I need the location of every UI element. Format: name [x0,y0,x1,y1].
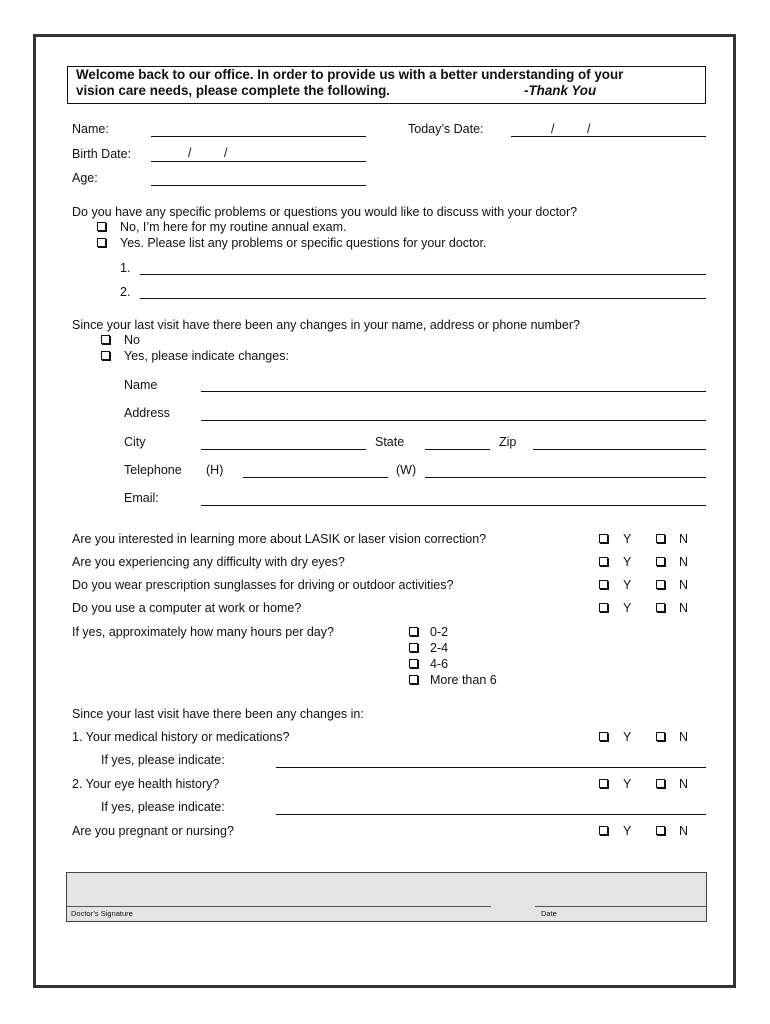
problem-item-2-label: 2. [120,285,131,299]
signature-box [66,872,707,922]
change-state-field[interactable] [425,449,490,450]
todays-date-field[interactable] [511,136,706,137]
hours-0-2-checkbox[interactable] [409,627,418,636]
pregnant-yes-label: Y [623,824,632,838]
name-label: Name: [72,122,109,136]
pregnant-question: Are you pregnant or nursing? [72,824,234,838]
eye-health-yes-label: Y [623,777,632,791]
eye-health-yes-checkbox[interactable] [599,779,608,788]
dry-eyes-yes-label: Y [623,555,632,569]
hours-4-6-label: 4-6 [430,657,449,671]
change-name-field[interactable] [201,391,706,392]
eye-health-no-label: N [679,777,689,791]
changes-yes-checkbox[interactable] [101,351,110,360]
change-name-label: Name [124,378,158,392]
medical-history-question: 1. Your medical history or medications? [72,730,290,744]
lasik-yes-label: Y [623,532,632,546]
birth-date-label: Birth Date: [72,147,132,161]
changes-no-checkbox[interactable] [101,335,110,344]
hours-more-than-6-label: More than 6 [430,673,497,687]
page-border [33,34,736,988]
sunglasses-yes-label: Y [623,578,632,592]
problem-item-1-label: 1. [120,261,131,275]
lasik-yes-checkbox[interactable] [599,534,608,543]
hours-0-2-label: 0-2 [430,625,449,639]
eye-health-indicate-field[interactable] [276,814,706,815]
pregnant-no-checkbox[interactable] [656,826,665,835]
change-city-field[interactable] [201,449,366,450]
eye-health-indicate-label: If yes, please indicate: [101,800,225,814]
problems-yes-checkbox[interactable] [97,238,106,247]
problems-yes-label: Yes. Please list any problems or specific questions for your doctor. [120,236,487,250]
change-city-label: City [124,435,146,449]
problem-item-1-field[interactable] [140,274,706,275]
eye-health-no-checkbox[interactable] [656,779,665,788]
computer-yes-checkbox[interactable] [599,603,608,612]
hours-question: If yes, approximately how many hours per day? [72,625,334,639]
medical-no-checkbox[interactable] [656,732,665,741]
age-field[interactable] [151,185,366,186]
signature-date-line[interactable] [535,906,706,907]
telephone-home-field[interactable] [243,477,388,478]
medical-indicate-field[interactable] [276,767,706,768]
intro-thanks: -Thank You [524,83,597,98]
pregnant-no-label: N [679,824,689,838]
name-field[interactable] [151,136,366,137]
change-telephone-label: Telephone [124,463,182,477]
eye-health-question: 2. Your eye health history? [72,777,220,791]
pregnant-yes-checkbox[interactable] [599,826,608,835]
computer-no-checkbox[interactable] [656,603,665,612]
question-lasik: Are you interested in learning more about LASIK or laser vision correction? [72,532,487,546]
computer-no-label: N [679,601,689,615]
signature-date-label: Date [541,909,557,918]
medical-yes-label: Y [623,730,632,744]
change-email-field[interactable] [201,505,706,506]
change-address-label: Address [124,406,170,420]
hours-4-6-checkbox[interactable] [409,659,418,668]
medical-yes-checkbox[interactable] [599,732,608,741]
problems-no-checkbox[interactable] [97,222,106,231]
question-computer: Do you use a computer at work or home? [72,601,302,615]
todays-date-sep-1: / [551,122,555,136]
intro-box [67,66,706,104]
change-address-field[interactable] [201,420,706,421]
sunglasses-yes-checkbox[interactable] [599,580,608,589]
doctor-signature-line[interactable] [67,906,491,907]
doctor-signature-label: Doctor’s Signature [71,909,133,918]
telephone-work-label: (W) [396,463,417,477]
change-zip-field[interactable] [533,449,706,450]
dry-eyes-no-checkbox[interactable] [656,557,665,566]
lasik-no-checkbox[interactable] [656,534,665,543]
age-label: Age: [72,171,98,185]
problem-item-2-field[interactable] [140,298,706,299]
telephone-home-label: (H) [206,463,224,477]
changes-question: Since your last visit have there been any changes in your name, address or phone number? [72,318,580,332]
intro-line-1: Welcome back to our office. In order to provide us with a better understanding of your [76,67,624,82]
sunglasses-no-checkbox[interactable] [656,580,665,589]
telephone-work-field[interactable] [425,477,706,478]
todays-date-label: Today’s Date: [408,122,484,136]
dry-eyes-no-label: N [679,555,689,569]
question-sunglasses: Do you wear prescription sunglasses for driving or outdoor activities? [72,578,454,592]
change-zip-label: Zip [499,435,517,449]
intro-line-2: vision care needs, please complete the following. [76,83,391,98]
change-state-label: State [375,435,405,449]
problems-question: Do you have any specific problems or questions you would like to discuss with your doctor? [72,205,578,219]
changes-no-label: No [124,333,140,347]
todays-date-sep-2: / [587,122,591,136]
question-dry-eyes: Are you experiencing any difficulty with dry eyes? [72,555,345,569]
problems-no-label: No, I’m here for my routine annual exam. [120,220,347,234]
changes-yes-label: Yes, please indicate changes: [124,349,289,363]
since-heading: Since your last visit have there been any changes in: [72,707,364,721]
change-email-label: Email: [124,491,159,505]
birth-date-sep-2: / [224,146,228,160]
dry-eyes-yes-checkbox[interactable] [599,557,608,566]
sunglasses-no-label: N [679,578,689,592]
medical-no-label: N [679,730,689,744]
birth-date-field[interactable] [151,161,366,162]
hours-2-4-label: 2-4 [430,641,449,655]
computer-yes-label: Y [623,601,632,615]
hours-more-than-6-checkbox[interactable] [409,675,418,684]
hours-2-4-checkbox[interactable] [409,643,418,652]
lasik-no-label: N [679,532,689,546]
medical-indicate-label: If yes, please indicate: [101,753,225,767]
birth-date-sep-1: / [188,146,192,160]
